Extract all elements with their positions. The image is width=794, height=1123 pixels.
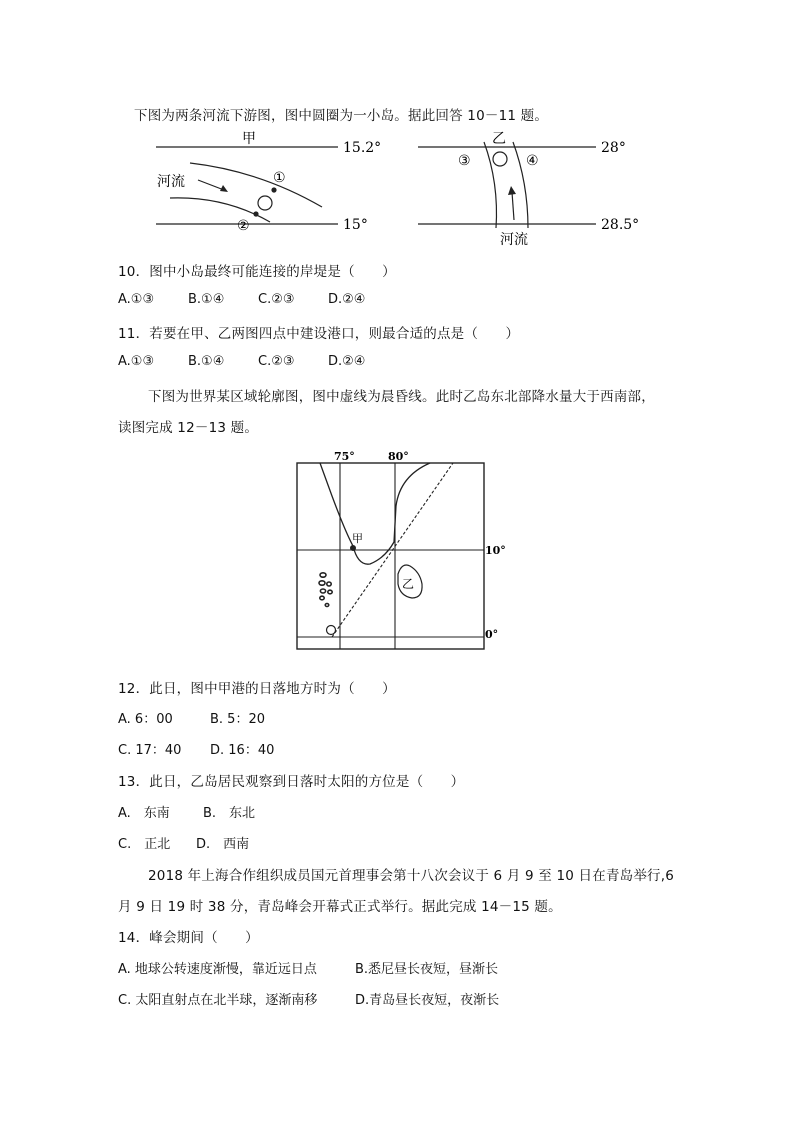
right-top-lat: 28° (601, 140, 626, 156)
left-river-label: 河流 (157, 174, 185, 190)
left-top-lat: 15.2° (343, 140, 382, 156)
q10-stem: 10．图中小岛最终可能连接的岸堤是（ ） (118, 264, 396, 280)
q14-option-c[interactable]: C. 太阳直射点在北半球，逐渐南移 (118, 993, 318, 1008)
q12-option-c[interactable]: C. 17：40 (118, 743, 182, 758)
q11-stem: 11．若要在甲、乙两图四点中建设港口，则最合适的点是（ ） (118, 326, 520, 342)
q14-option-a[interactable]: A. 地球公转速度渐慢，靠近远日点 (118, 962, 317, 977)
region-map (290, 446, 520, 656)
label-jia: 甲 (352, 532, 363, 545)
q13-option-a[interactable]: A. 东南 (118, 806, 170, 821)
island-right (493, 152, 507, 166)
right-bottom-lat: 28.5° (601, 217, 640, 233)
label-point-4: ④ (526, 153, 539, 169)
q10-option-d[interactable]: D.②④ (328, 292, 366, 307)
q12-option-d[interactable]: D. 16：40 (210, 743, 275, 758)
q13-option-c[interactable]: C. 正北 (118, 837, 171, 852)
q14-stem: 14．峰会期间（ ） (118, 930, 259, 946)
right-river-label: 河流 (500, 232, 528, 248)
q14-option-b[interactable]: B.悉尼昼长夜短，昼渐长 (355, 962, 499, 977)
q10-option-b[interactable]: B.①④ (188, 292, 225, 307)
q12-option-a[interactable]: A. 6：00 (118, 712, 173, 727)
q11-option-b[interactable]: B.①④ (188, 354, 225, 369)
q11-option-d[interactable]: D.②④ (328, 354, 366, 369)
q10-option-a[interactable]: A.①③ (118, 292, 155, 307)
label-point-2: ② (237, 218, 250, 234)
q11-option-a[interactable]: A.①③ (118, 354, 155, 369)
left-bottom-lat: 15° (343, 217, 368, 233)
q13-option-d[interactable]: D. 西南 (196, 837, 250, 852)
lon-75-label: 75° (334, 450, 355, 463)
intro-text-3b: 月 9 日 19 时 38 分，青岛峰会开幕式正式举行。据此完成 14－15 题。 (118, 899, 562, 915)
label-point-3: ③ (458, 153, 471, 169)
intro-text-2b: 读图完成 12－13 题。 (118, 420, 259, 436)
intro-text-2a: 下图为世界某区域轮廓图，图中虚线为晨昏线。此时乙岛东北部降水量大于西南部， (148, 389, 655, 405)
coastline (320, 463, 430, 564)
q14-option-d[interactable]: D.青岛昼长夜短，夜渐长 (355, 993, 500, 1008)
label-yi: 乙 (402, 577, 415, 591)
intro-text-1: 下图为两条河流下游图，图中圆圈为一小岛。据此回答 10－11 题。 (134, 108, 549, 124)
left-title: 甲 (242, 131, 256, 147)
lon-80-label: 80° (388, 450, 409, 463)
label-point-1: ① (273, 170, 286, 186)
lat-10-label: 10° (485, 544, 506, 557)
q11-option-c[interactable]: C.②③ (258, 354, 295, 369)
q13-stem: 13．此日，乙岛居民观察到日落时太阳的方位是（ ） (118, 774, 465, 790)
q12-stem: 12．此日，图中甲港的日落地方时为（ ） (118, 681, 396, 697)
right-title: 乙 (492, 131, 506, 147)
q10-option-c[interactable]: C.②③ (258, 292, 295, 307)
island-left (258, 196, 272, 210)
intro-text-3a: 2018 年上海合作组织成员国元首理事会第十八次会议于 6 月 9 至 10 日在青岛举行,6 (148, 868, 675, 884)
q13-option-b[interactable]: B. 东北 (203, 806, 256, 821)
lat-0-label: 0° (485, 628, 499, 641)
river-figure (150, 128, 650, 250)
q12-option-b[interactable]: B. 5：20 (210, 712, 265, 727)
